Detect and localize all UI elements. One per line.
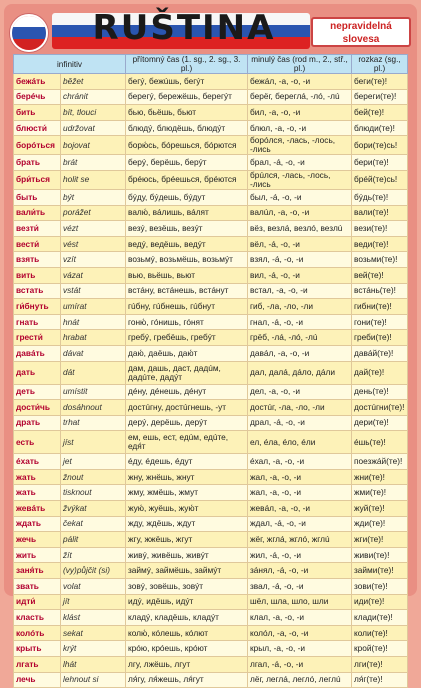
past-forms: валúл, -а, -о, -и: [248, 205, 352, 221]
past-forms: вёз, везлá, везлó, везлú: [248, 221, 352, 237]
verb-cz: jíst: [61, 431, 126, 454]
verb-ru: гнать: [14, 314, 61, 330]
past-forms: жёг, жглá, жглó, жглú: [248, 532, 352, 548]
badge-line-1: nepravidelná: [330, 21, 392, 32]
past-forms: борóлся, -лась, -лось, -лись: [248, 136, 352, 155]
verb-cz: hnát: [61, 314, 126, 330]
imperative-forms: дери(те)!: [352, 415, 408, 431]
present-forms: жую́, жуёшь, жую́т: [126, 501, 248, 517]
past-forms: крыл, -а, -о, -и: [248, 641, 352, 657]
verb-ru: бить: [14, 105, 61, 121]
verb-cz: pálit: [61, 532, 126, 548]
imperative-forms: бори(те)сь!: [352, 136, 408, 155]
imperative-forms: вей(те)!: [352, 267, 408, 283]
verb-ru: заня́ть: [14, 563, 61, 579]
verb-ru: звать: [14, 579, 61, 595]
verb-ru: лгать: [14, 657, 61, 673]
verb-ru: бри́ться: [14, 170, 61, 189]
imperative-forms: гибни(те)!: [352, 299, 408, 315]
present-forms: везý, везёшь, везýт: [126, 221, 248, 237]
present-forms: лгу, лжёшь, лгут: [126, 657, 248, 673]
present-forms: валю́, вáлишь, вáлят: [126, 205, 248, 221]
past-forms: дел, -а, -о, -и: [248, 384, 352, 400]
present-forms: колю́, кóлешь, кóлют: [126, 625, 248, 641]
past-forms: грёб, -лá, -лó, -лú: [248, 330, 352, 346]
verb-ru: быть: [14, 189, 61, 205]
table-row: [14, 431, 408, 454]
header-past: minulý čas (rod m., 2., stř., pl.): [248, 55, 352, 74]
verb-cz: být: [61, 189, 126, 205]
table-row: [14, 563, 408, 579]
verb-ru: éхать: [14, 454, 61, 470]
present-forms: даю́, даёшь, даю́т: [126, 345, 248, 361]
topic-badge: [311, 17, 411, 47]
verb-cz: tisknout: [61, 485, 126, 501]
verb-ru: везти́: [14, 221, 61, 237]
verb-ru: взять: [14, 252, 61, 268]
present-forms: дам, дашь, даст, дадúм, дадúте, дадýт: [126, 361, 248, 384]
verb-ru: деть: [14, 384, 61, 400]
past-forms: берёг, береглá, -лó, -лú: [248, 89, 352, 105]
verb-cz: dát: [61, 361, 126, 384]
verb-cz: klást: [61, 610, 126, 626]
verb-ru: вали́ть: [14, 205, 61, 221]
past-forms: дал, далá, дáло, дáли: [248, 361, 352, 384]
present-forms: живý, живёшь, живýт: [126, 547, 248, 563]
imperative-forms: возьми(те)!: [352, 252, 408, 268]
verb-cz: umístit: [61, 384, 126, 400]
table-row: [14, 672, 408, 688]
verb-cz: žvýkat: [61, 501, 126, 517]
verb-cz: žnout: [61, 469, 126, 485]
imperative-forms: жни(те)!: [352, 469, 408, 485]
imperative-forms: греби(те)!: [352, 330, 408, 346]
imperative-forms: беги(те)!: [352, 74, 408, 90]
present-forms: кладý, кладёшь, кладýт: [126, 610, 248, 626]
verb-cz: brát: [61, 155, 126, 171]
present-forms: жму, жмёшь, жмут: [126, 485, 248, 501]
verb-ru: борóться: [14, 136, 61, 155]
table-row: [14, 547, 408, 563]
verb-ru: крыть: [14, 641, 61, 657]
verb-ru: ги́бнуть: [14, 299, 61, 315]
table-row: [14, 485, 408, 501]
past-forms: вёл, -á, -о, -и: [248, 236, 352, 252]
imperative-forms: бери(те)!: [352, 155, 408, 171]
table-body: [14, 74, 408, 688]
imperative-forms: блюди(те)!: [352, 120, 408, 136]
present-forms: жну, жнёшь, жнут: [126, 469, 248, 485]
present-forms: жду, ждёшь, ждут: [126, 516, 248, 532]
past-forms: клал, -а, -о, -и: [248, 610, 352, 626]
past-forms: гнал, -á, -о, -и: [248, 314, 352, 330]
verb-cz: volat: [61, 579, 126, 595]
present-forms: берегý, бережёшь, берегýт: [126, 89, 248, 105]
verb-cz: (vy)půjčit (si): [61, 563, 126, 579]
present-forms: гребý, гребёшь, гребýт: [126, 330, 248, 346]
imperative-forms: гони(те)!: [352, 314, 408, 330]
badge-line-2: slovesa: [342, 34, 380, 45]
present-forms: гúбну, гúбнешь, гúбнут: [126, 299, 248, 315]
past-forms: давáл, -а, -о, -и: [248, 345, 352, 361]
present-forms: éду, éдешь, éдут: [126, 454, 248, 470]
imperative-forms: коли(те)!: [352, 625, 408, 641]
verb-ru: грести́: [14, 330, 61, 346]
verb-cz: jet: [61, 454, 126, 470]
imperative-forms: жуй(те)!: [352, 501, 408, 517]
verb-table: [13, 54, 408, 688]
imperative-forms: жми(те)!: [352, 485, 408, 501]
imperative-forms: вези(те)!: [352, 221, 408, 237]
table-row: [14, 516, 408, 532]
verb-ru: брать: [14, 155, 61, 171]
verb-cz: porážet: [61, 205, 126, 221]
present-forms: бегý, бежúшь, бегýт: [126, 74, 248, 90]
present-forms: берý, берёшь, берýт: [126, 155, 248, 171]
imperative-forms: займи(те)!: [352, 563, 408, 579]
present-forms: встáну, встáнешь, встáнут: [126, 283, 248, 299]
page-title: RUŠTINA: [92, 8, 276, 48]
header-infinitive: infinitiv: [14, 55, 126, 74]
table-row: [14, 189, 408, 205]
past-forms: бил, -а, -о, -и: [248, 105, 352, 121]
imperative-forms: береги(те)!: [352, 89, 408, 105]
past-forms: жевáл, -а, -о, -и: [248, 501, 352, 517]
present-forms: борю́сь, бóрешься, бóрются: [126, 136, 248, 155]
present-forms: ем, ешь, ест, едúм, едúте, едя́т: [126, 431, 248, 454]
verb-ru: давáть: [14, 345, 61, 361]
header-imperative: rozkaz (sg., pl.): [352, 55, 408, 74]
present-forms: бью, бьёшь, бьют: [126, 105, 248, 121]
verb-cz: bít, tlouci: [61, 105, 126, 121]
verb-ru: вить: [14, 267, 61, 283]
table-row: [14, 361, 408, 384]
imperative-forms: иди(те)!: [352, 594, 408, 610]
verb-ru: ждать: [14, 516, 61, 532]
table-row: [14, 267, 408, 283]
verb-ru: берéчь: [14, 89, 61, 105]
present-forms: бýду, бýдешь, бýдут: [126, 189, 248, 205]
imperative-forms: клади(те)!: [352, 610, 408, 626]
table-row: [14, 454, 408, 470]
header: [4, 4, 417, 50]
verb-cz: hrabat: [61, 330, 126, 346]
table-row: [14, 236, 408, 252]
verb-ru: блюсти́: [14, 120, 61, 136]
table-row: [14, 657, 408, 673]
verb-ru: жить: [14, 547, 61, 563]
past-forms: жил, -á, -о, -и: [248, 547, 352, 563]
past-forms: жал, -а, -о, -и: [248, 469, 352, 485]
verb-cz: vést: [61, 236, 126, 252]
imperative-forms: бей(те)!: [352, 105, 408, 121]
verb-ru: колóть: [14, 625, 61, 641]
table-row: [14, 120, 408, 136]
present-forms: займý, займёшь, займýт: [126, 563, 248, 579]
present-forms: жгу, жжёшь, жгут: [126, 532, 248, 548]
past-forms: звал, -á, -о, -и: [248, 579, 352, 595]
present-forms: дерý, дерёшь, дерýт: [126, 415, 248, 431]
imperative-forms: жди(те)!: [352, 516, 408, 532]
table-row: [14, 400, 408, 416]
table-row: [14, 89, 408, 105]
present-forms: достúгну, достúгнешь, -ут: [126, 400, 248, 416]
table-row: [14, 469, 408, 485]
past-forms: лёг, леглá, леглó, леглú: [248, 672, 352, 688]
verb-cz: vézt: [61, 221, 126, 237]
table-row: [14, 415, 408, 431]
past-forms: шёл, шла, шло, шли: [248, 594, 352, 610]
verb-cz: dosáhnout: [61, 400, 126, 416]
verb-cz: umírat: [61, 299, 126, 315]
verb-ru: встать: [14, 283, 61, 299]
past-forms: лгал, -á, -о, -и: [248, 657, 352, 673]
past-forms: зáнял, -á, -о, -и: [248, 563, 352, 579]
table-row: [14, 299, 408, 315]
table-row: [14, 221, 408, 237]
imperative-forms: вали(те)!: [352, 205, 408, 221]
past-forms: ел, éла, éло, éли: [248, 431, 352, 454]
verb-ru: жать: [14, 485, 61, 501]
present-forms: ля́гу, ля́жешь, ля́гут: [126, 672, 248, 688]
present-forms: ведý, ведёшь, ведýт: [126, 236, 248, 252]
past-forms: драл, -á, -о, -и: [248, 415, 352, 431]
table-row: [14, 641, 408, 657]
table-row: [14, 345, 408, 361]
verb-ru: дать: [14, 361, 61, 384]
past-forms: бежáл, -а, -о, -и: [248, 74, 352, 90]
imperative-forms: веди(те)!: [352, 236, 408, 252]
verb-ru: идти́: [14, 594, 61, 610]
table-row: [14, 330, 408, 346]
table-row: [14, 532, 408, 548]
past-forms: вил, -á, -о, -и: [248, 267, 352, 283]
imperative-forms: жги(те)!: [352, 532, 408, 548]
verb-cz: udržovat: [61, 120, 126, 136]
verb-ru: драть: [14, 415, 61, 431]
present-forms: блюдý, блюдёшь, блюдýт: [126, 120, 248, 136]
table-row: [14, 594, 408, 610]
past-forms: достúг, -ла, -ло, -ли: [248, 400, 352, 416]
table-row: [14, 105, 408, 121]
past-forms: гиб, -ла, -ло, -ли: [248, 299, 352, 315]
verb-cz: bojovat: [61, 136, 126, 155]
verb-cz: chránit: [61, 89, 126, 105]
verb-cz: holit se: [61, 170, 126, 189]
verb-ru: класть: [14, 610, 61, 626]
verb-cz: vstát: [61, 283, 126, 299]
past-forms: éхал, -а, -о, -и: [248, 454, 352, 470]
table-row: [14, 501, 408, 517]
verb-cz: krýt: [61, 641, 126, 657]
past-forms: был, -á, -о, -и: [248, 189, 352, 205]
verb-ru: жевáть: [14, 501, 61, 517]
past-forms: встал, -а, -о, -и: [248, 283, 352, 299]
verb-ru: жать: [14, 469, 61, 485]
table-row: [14, 610, 408, 626]
imperative-forms: ля́г(те)!: [352, 672, 408, 688]
table-row: [14, 155, 408, 171]
imperative-forms: дай(те)!: [352, 361, 408, 384]
header-present: přítomný čas (1. sg., 2. sg., 3. pl.): [126, 55, 248, 74]
present-forms: вью, вьёшь, вьют: [126, 267, 248, 283]
present-forms: возьмý, возьмёшь, возьмýт: [126, 252, 248, 268]
verb-ru: вести́: [14, 236, 61, 252]
past-forms: ждал, -á, -о, -и: [248, 516, 352, 532]
past-forms: брúлся, -лась, -лось, -лись: [248, 170, 352, 189]
present-forms: зовý, зовёшь, зовýт: [126, 579, 248, 595]
table-row: [14, 252, 408, 268]
table-header-row: [14, 55, 408, 74]
verb-cz: vzít: [61, 252, 126, 268]
verb-ru: бежáть: [14, 74, 61, 90]
russian-flag-icon: [10, 14, 48, 52]
table-row: [14, 136, 408, 155]
imperative-forms: день(те)!: [352, 384, 408, 400]
imperative-forms: поезжáй(те)!: [352, 454, 408, 470]
past-forms: жал, -а, -о, -и: [248, 485, 352, 501]
imperative-forms: живи(те)!: [352, 547, 408, 563]
table-row: [14, 579, 408, 595]
verb-cz: lehnout si: [61, 672, 126, 688]
past-forms: брал, -á, -о, -и: [248, 155, 352, 171]
imperative-forms: зови(те)!: [352, 579, 408, 595]
present-forms: дéну, дéнешь, дéнут: [126, 384, 248, 400]
table-row: [14, 384, 408, 400]
imperative-forms: лги(те)!: [352, 657, 408, 673]
verb-cz: běžet: [61, 74, 126, 90]
present-forms: брéюсь, брéешься, брéются: [126, 170, 248, 189]
verb-cz: čekat: [61, 516, 126, 532]
table-row: [14, 625, 408, 641]
table-row: [14, 314, 408, 330]
verb-cz: dávat: [61, 345, 126, 361]
present-forms: гоню́, гóнишь, гóнят: [126, 314, 248, 330]
table-row: [14, 283, 408, 299]
table-row: [14, 205, 408, 221]
verb-cz: sekat: [61, 625, 126, 641]
imperative-forms: крой(те)!: [352, 641, 408, 657]
imperative-forms: встáнь(те)!: [352, 283, 408, 299]
imperative-forms: давáй(те)!: [352, 345, 408, 361]
imperative-forms: бýдь(те)!: [352, 189, 408, 205]
verb-cz: trhat: [61, 415, 126, 431]
imperative-forms: éшь(те)!: [352, 431, 408, 454]
verb-ru: есть: [14, 431, 61, 454]
imperative-forms: достúгни(те)!: [352, 400, 408, 416]
past-forms: колóл, -а, -о, -и: [248, 625, 352, 641]
verb-cz: jít: [61, 594, 126, 610]
present-forms: крóю, крóешь, крóют: [126, 641, 248, 657]
verb-cz: lhát: [61, 657, 126, 673]
verb-ru: дости́чь: [14, 400, 61, 416]
verb-cz: žít: [61, 547, 126, 563]
verb-ru: жечь: [14, 532, 61, 548]
past-forms: блюл, -а, -о, -и: [248, 120, 352, 136]
imperative-forms: брéй(те)сь!: [352, 170, 408, 189]
past-forms: взял, -á, -о, -и: [248, 252, 352, 268]
verb-ru: лечь: [14, 672, 61, 688]
verb-cz: vázat: [61, 267, 126, 283]
table-row: [14, 74, 408, 90]
table-row: [14, 170, 408, 189]
present-forms: идý, идёшь, идýт: [126, 594, 248, 610]
